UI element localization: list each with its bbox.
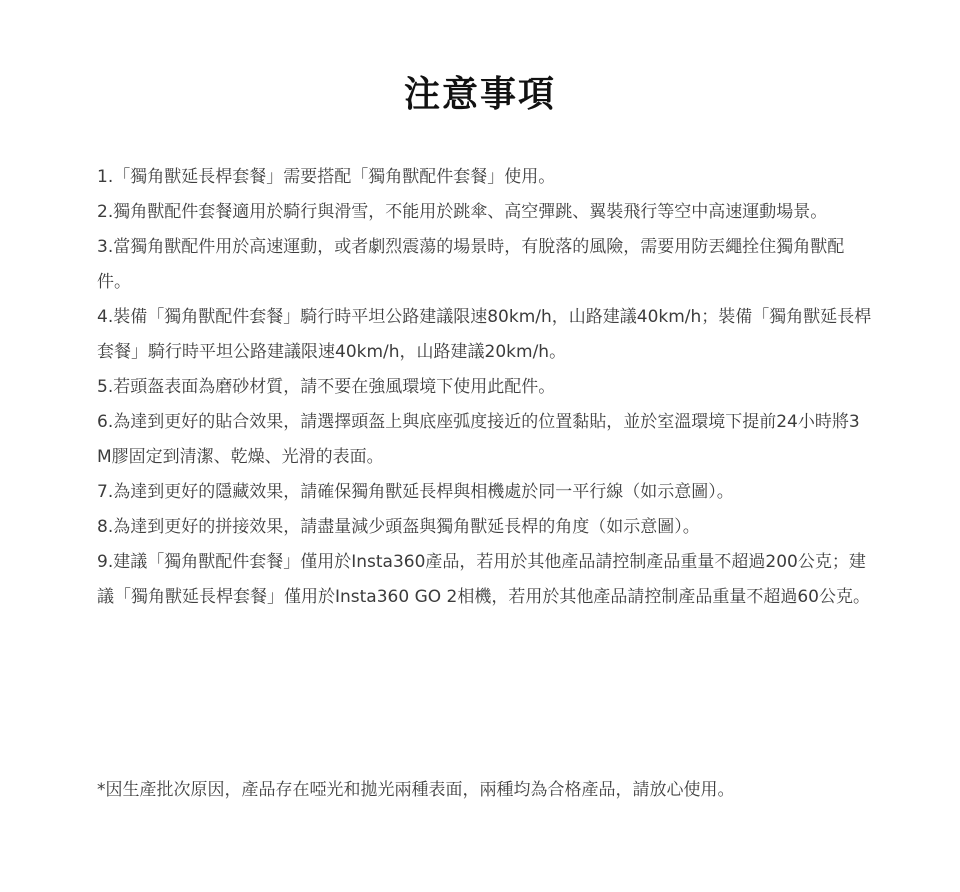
note-item-8: 8.為達到更好的拼接效果，請盡量減少頭盔與獨角獸延長桿的角度（如示意圖）。 [97,517,700,537]
footnote: *因生產批次原因，產品存在啞光和拋光兩種表面，兩種均為合格產品，請放心使用。 [97,780,735,800]
note-item-7: 7.為達到更好的隱藏效果，請確保獨角獸延長桿與相機處於同一平行線（如示意圖）。 [97,482,734,502]
note-item-6: 6.為達到更好的貼合效果，請選擇頭盔上與底座弧度接近的位置黏貼，並於室溫環境下提前24小時將3M膠固定到清潔、乾燥、光滑的表面。 [97,412,860,467]
note-item-3: 3.當獨角獸配件用於高速運動，或者劇烈震蕩的場景時，有脫落的風險，需要用防丟繩拴住獨角獸配件。 [97,237,845,292]
note-item-9: 9.建議「獨角獸配件套餐」僅用於Insta360產品，若用於其他產品請控制產品重量不超過200公克；建議「獨角獸延長桿套餐」僅用於Insta360 GO 2相機，若用於其他產品請控制產品重量不超過60公克。 [97,552,870,607]
note-item-5: 5.若頭盔表面為磨砂材質，請不要在強風環境下使用此配件。 [97,377,556,397]
note-item-1: 1.「獨角獸延長桿套餐」需要搭配「獨角獸配件套餐」使用。 [97,167,556,187]
notes-list [97,160,872,615]
note-item-2: 2.獨角獸配件套餐適用於騎行與滑雪，不能用於跳傘、高空彈跳、翼裝飛行等空中高速運動場景。 [97,202,828,222]
note-item-4: 4.裝備「獨角獸配件套餐」騎行時平坦公路建議限速80km/h，山路建議40km/h；裝備「獨角獸延長桿套餐」騎行時平坦公路建議限速40km/h，山路建議20km/h。 [97,307,872,362]
page-title: 注意事項 [403,74,556,115]
